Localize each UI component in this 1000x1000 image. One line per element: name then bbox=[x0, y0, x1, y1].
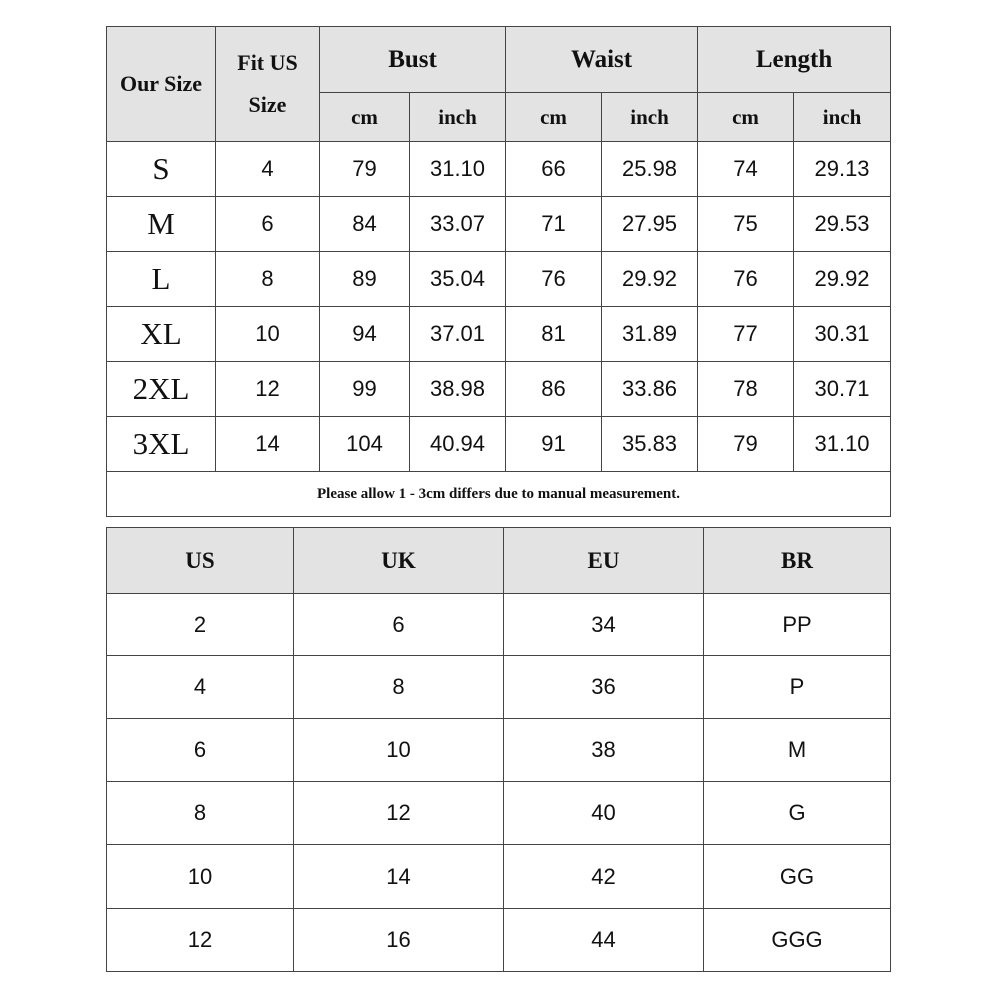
length-cm-value: 78 bbox=[698, 362, 794, 417]
waist-cm-value: 76 bbox=[506, 252, 602, 307]
eu-value: 34 bbox=[504, 594, 704, 656]
size-row bbox=[107, 417, 891, 472]
bust-cm-value: 94 bbox=[320, 307, 410, 362]
conversion-row bbox=[107, 845, 891, 909]
bust-cm-value: 79 bbox=[320, 142, 410, 197]
length-cm-value: 77 bbox=[698, 307, 794, 362]
size-row bbox=[107, 252, 891, 307]
br-value: G bbox=[704, 782, 891, 845]
our-size-header: Our Size bbox=[107, 27, 216, 142]
length-inch-value: 29.92 bbox=[794, 252, 891, 307]
length-inch-value: 29.53 bbox=[794, 197, 891, 252]
bust-cm-header: cm bbox=[320, 93, 410, 142]
length-cm-value: 74 bbox=[698, 142, 794, 197]
eu-header: EU bbox=[504, 528, 704, 594]
size-chart-table bbox=[106, 26, 891, 517]
fit-us-size-header bbox=[216, 27, 320, 142]
uk-value: 10 bbox=[294, 719, 504, 782]
length-inch-value: 30.31 bbox=[794, 307, 891, 362]
length-cm-header: cm bbox=[698, 93, 794, 142]
waist-inch-value: 29.92 bbox=[602, 252, 698, 307]
us-size-value: 10 bbox=[216, 307, 320, 362]
conversion-row bbox=[107, 782, 891, 845]
waist-inch-value: 33.86 bbox=[602, 362, 698, 417]
us-value: 6 bbox=[107, 719, 294, 782]
us-size-value: 12 bbox=[216, 362, 320, 417]
bust-inch-value: 40.94 bbox=[410, 417, 506, 472]
waist-inch-value: 27.95 bbox=[602, 197, 698, 252]
bust-inch-value: 37.01 bbox=[410, 307, 506, 362]
uk-value: 16 bbox=[294, 909, 504, 972]
us-value: 12 bbox=[107, 909, 294, 972]
size-conversion-table bbox=[106, 527, 891, 972]
size-row bbox=[107, 362, 891, 417]
size-label: L bbox=[107, 252, 216, 307]
waist-cm-value: 66 bbox=[506, 142, 602, 197]
length-header: Length bbox=[698, 27, 891, 93]
us-value: 8 bbox=[107, 782, 294, 845]
br-value: GGG bbox=[704, 909, 891, 972]
size-label: XL bbox=[107, 307, 216, 362]
waist-inch-header: inch bbox=[602, 93, 698, 142]
length-inch-value: 29.13 bbox=[794, 142, 891, 197]
conversion-row bbox=[107, 594, 891, 656]
br-value: M bbox=[704, 719, 891, 782]
us-value: 4 bbox=[107, 656, 294, 719]
conversion-row bbox=[107, 656, 891, 719]
br-value: PP bbox=[704, 594, 891, 656]
waist-inch-value: 35.83 bbox=[602, 417, 698, 472]
us-value: 10 bbox=[107, 845, 294, 909]
waist-cm-header: cm bbox=[506, 93, 602, 142]
length-cm-value: 79 bbox=[698, 417, 794, 472]
bust-inch-value: 35.04 bbox=[410, 252, 506, 307]
bust-cm-value: 84 bbox=[320, 197, 410, 252]
size-label: 3XL bbox=[107, 417, 216, 472]
length-cm-value: 76 bbox=[698, 252, 794, 307]
size-row bbox=[107, 142, 891, 197]
us-size-value: 4 bbox=[216, 142, 320, 197]
uk-value: 6 bbox=[294, 594, 504, 656]
us-header: US bbox=[107, 528, 294, 594]
length-inch-value: 30.71 bbox=[794, 362, 891, 417]
us-size-value: 6 bbox=[216, 197, 320, 252]
conversion-row bbox=[107, 719, 891, 782]
size-row bbox=[107, 307, 891, 362]
waist-cm-value: 81 bbox=[506, 307, 602, 362]
conversion-row bbox=[107, 909, 891, 972]
waist-cm-value: 71 bbox=[506, 197, 602, 252]
bust-inch-value: 38.98 bbox=[410, 362, 506, 417]
br-header: BR bbox=[704, 528, 891, 594]
waist-cm-value: 86 bbox=[506, 362, 602, 417]
bust-cm-value: 99 bbox=[320, 362, 410, 417]
measurement-note: Please allow 1 - 3cm differs due to manual measurement. bbox=[107, 472, 891, 517]
br-value: GG bbox=[704, 845, 891, 909]
eu-value: 38 bbox=[504, 719, 704, 782]
size-label: S bbox=[107, 142, 216, 197]
waist-cm-value: 91 bbox=[506, 417, 602, 472]
bust-cm-value: 89 bbox=[320, 252, 410, 307]
bust-cm-value: 104 bbox=[320, 417, 410, 472]
bust-inch-value: 33.07 bbox=[410, 197, 506, 252]
size-label: 2XL bbox=[107, 362, 216, 417]
waist-inch-value: 31.89 bbox=[602, 307, 698, 362]
bust-inch-header: inch bbox=[410, 93, 506, 142]
length-inch-value: 31.10 bbox=[794, 417, 891, 472]
br-value: P bbox=[704, 656, 891, 719]
bust-header: Bust bbox=[320, 27, 506, 93]
eu-value: 42 bbox=[504, 845, 704, 909]
length-inch-header: inch bbox=[794, 93, 891, 142]
uk-value: 8 bbox=[294, 656, 504, 719]
uk-value: 12 bbox=[294, 782, 504, 845]
bust-inch-value: 31.10 bbox=[410, 142, 506, 197]
size-label: M bbox=[107, 197, 216, 252]
fit-us-header-line1: Fit US bbox=[237, 50, 298, 75]
fit-us-header-line2: Size bbox=[248, 92, 287, 117]
waist-header: Waist bbox=[506, 27, 698, 93]
us-size-value: 8 bbox=[216, 252, 320, 307]
eu-value: 44 bbox=[504, 909, 704, 972]
uk-value: 14 bbox=[294, 845, 504, 909]
eu-value: 40 bbox=[504, 782, 704, 845]
waist-inch-value: 25.98 bbox=[602, 142, 698, 197]
us-size-value: 14 bbox=[216, 417, 320, 472]
uk-header: UK bbox=[294, 528, 504, 594]
eu-value: 36 bbox=[504, 656, 704, 719]
length-cm-value: 75 bbox=[698, 197, 794, 252]
size-row bbox=[107, 197, 891, 252]
us-value: 2 bbox=[107, 594, 294, 656]
